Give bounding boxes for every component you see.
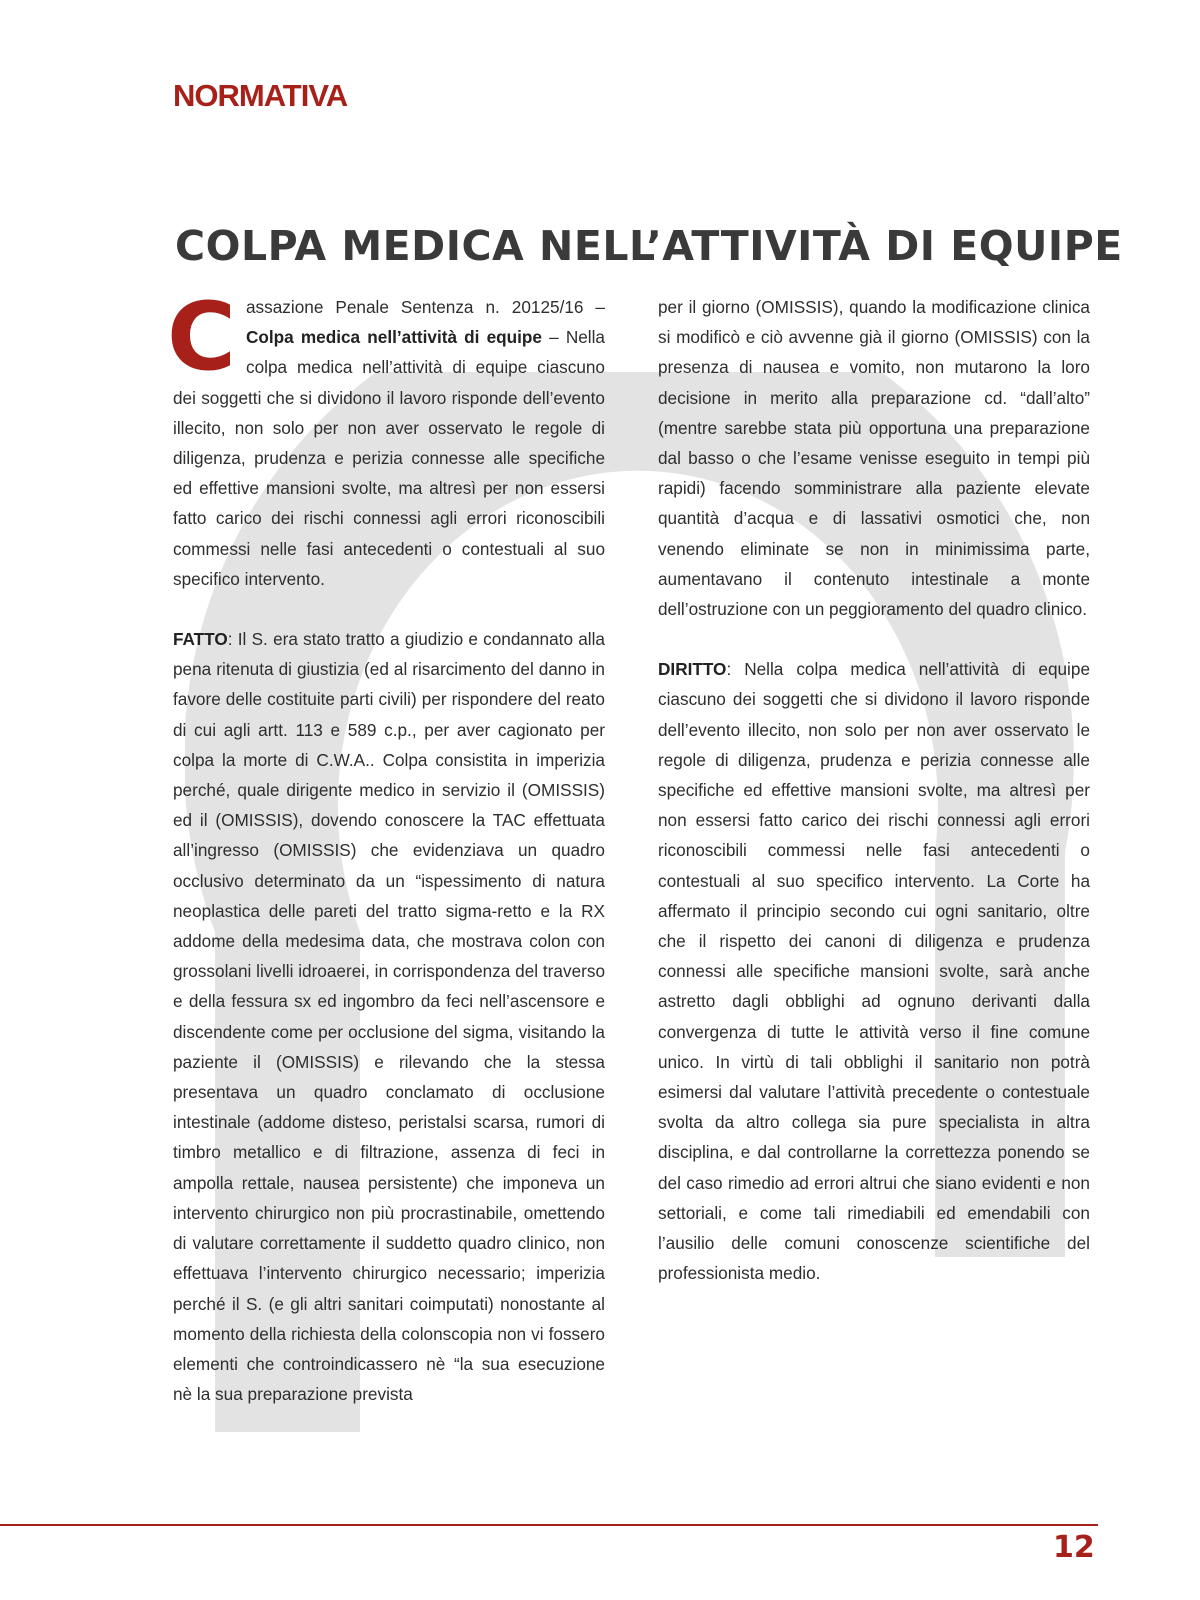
- footer-divider: [0, 1524, 1098, 1526]
- intro-lead: assazione Penale Sentenza n. 20125/16 –: [246, 297, 605, 317]
- intro-paragraph: [167, 283, 605, 594]
- fatto-label: FATTO: [173, 629, 228, 650]
- fatto-text: : Il S. era stato tratto a giudizio e condannato alla pena ritenuta di giustizia (ed al risarcimento del danno in favore delle costituite parti civili) per rispondere del reato di cui agli artt. 113 e 589 c.p., per aver cagionato per colpa la morte di C.W.A.. Colpa consistita in imperizia perché, quale dirigente medico in servizio il (OMISSIS) ed il (OMISSIS), dovendo conoscere la TAC effettuata all’ingresso (OMISSIS) che evidenziava un quadro occlusivo determinato da un “ispessimento di natura neoplastica delle pareti del tratto sigma-retto e la RX addome della medesima data, che mostrava colon con grossolani livelli idroaerei, in corrispondenza del traverso e della fessura sx ed ingombro da feci nell’ascensore e discendente come per occlusione del sigma, visitando la paziente il (OMISSIS) e rilevando che la stessa presentava un quadro conclamato di occlusione intestinale (addome disteso, peristalsi scarsa, rumori di timbro metallico e di filtrazione, assenza di feci in ampolla rettale, nausea persistente) che imponeva un intervento chirurgico non più procrastinabile, omettendo di valutare correttamente il suddetto quadro clinico, non effettuava l’intervento chirurgico necessario; imperizia perché il S. (e gli altri sanitari coimputati) nonostante al momento della richiesta della colonscopia non vi fossero elementi che controindicassero nè “la sua esecuzione nè la sua preparazione prevista: [173, 629, 605, 1405]
- diritto-text: : Nella colpa medica nell’attività di equipe ciascuno dei soggetti che si dividono il lavoro risponde dell’evento illecito, non solo per non aver osservato le regole di diligenza, prudenza e perizia connesse alle specifiche ed effettive mansioni svolte, ma altresì per non essersi fatto carico dei rischi connessi agli errori riconoscibili commessi nelle fasi antecedenti o contestuali al suo specifico intervento. La Corte ha affermato il principio secondo cui ogni sanitario, oltre che il rispetto dei canoni di diligenza e prudenza connessi alle specifiche mansioni svolte, sarà anche astretto dagli obblighi ad ognuno derivanti dalla convergenza di tutte le attività verso il fine comune unico. In virtù di tali obblighi il sanitario non potrà esimersi dal valutare l’attività precedente o contestuale svolta da altro collega sia pure specialista in altra disciplina, e dal controllarne la correttezza ponendo se del caso rimedio ad errori altrui che siano evidenti e non settoriali, e come tali rimediabili ed emendabili con l’ausilio delle comuni conoscenze scientifiche del professionista medio.: [658, 659, 1090, 1284]
- article-title: COLPA MEDICA NELL’ATTIVITÀ DI EQUIPE: [175, 222, 1123, 270]
- diritto-paragraph: [658, 654, 1090, 1288]
- diritto-label: DIRITTO: [658, 659, 727, 680]
- page-number: 12: [1053, 1530, 1095, 1565]
- intro-body: – Nella colpa medica nell’attività di equipe ciascuno dei soggetti che si dividono il lavoro risponde dell’evento illecito, non solo per non aver osservato le regole di diligenza, prudenza e perizia connesse alle specifiche ed effettive mansioni svolte, ma altresì per non essersi fatto carico dei rischi connessi agli errori riconoscibili commessi nelle fasi antecedenti o contestuali al suo specifico intervento.: [173, 327, 605, 589]
- left-column: [167, 283, 605, 1439]
- fatto-continuation: per il giorno (OMISSIS), quando la modificazione clinica si modificò e ciò avvenne già il giorno (OMISSIS) con la presenza di nausea e vomito, non mutarono la loro decisione in merito alla preparazione cd. “dall’alto” (mentre sarebbe stata più opportuna una preparazione dal basso o che l’esame venisse eseguito in tempi più rapidi) facendo somministrare alla paziente elevate quantità d’acqua e di lassativi osmotici che, non venendo eliminate se non in minimissima parte, aumentavano il contenuto intestinale a monte dell’ostruzione con un peggioramento del quadro clinico.: [658, 297, 1090, 620]
- right-column: [658, 292, 1090, 1319]
- fatto-paragraph: [173, 624, 605, 1409]
- section-label: NORMATIVA: [173, 78, 348, 113]
- intro-lead-bold: Colpa medica nell’attività di equipe: [246, 327, 542, 348]
- drop-cap: C: [167, 283, 236, 392]
